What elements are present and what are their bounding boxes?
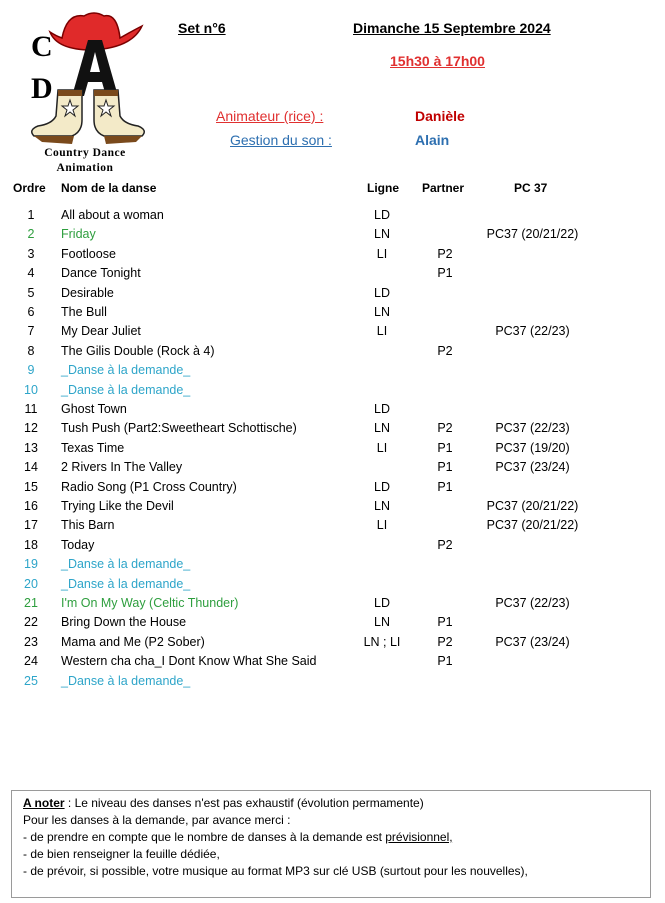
row-ligne: LI [376,246,388,261]
row-number: 23 [24,634,38,649]
table-row [0,383,665,402]
table-row [0,227,665,246]
row-ligne: LN [374,615,390,630]
row-pc37: PC37 (22/23) [495,324,570,339]
row-number: 5 [27,285,35,300]
table-row [0,538,665,557]
row-ligne: LI [376,518,388,533]
dance-name: All about a woman [61,208,164,222]
row-ligne: LD [374,285,390,300]
dance-name: Desirable [61,285,114,300]
row-partner: P1 [437,615,453,630]
dance-name: 2 Rivers In The Valley [61,460,183,475]
note-line-4: - de bien renseigner la feuille dédiée, [23,847,220,861]
table-row [0,247,665,266]
dance-name: The Bull [61,305,107,319]
row-pc37: PC37 (20/21/22) [486,518,579,533]
note-line3-underlined: prévisionnel, [385,830,453,844]
row-number: 15 [24,479,38,494]
row-partner: P2 [437,246,453,261]
col-ordre: Ordre [13,181,46,195]
col-nom: Nom de la danse [61,181,157,195]
row-number: 2 [27,227,35,242]
dance-name: Friday [61,227,96,242]
table-row [0,402,665,421]
row-number: 13 [24,440,38,455]
dance-name: _Danse à la demande_ [61,576,191,591]
dance-name: Trying Like the Devil [61,499,174,513]
table-row [0,615,665,634]
row-ligne: LI [376,440,388,455]
row-ligne: LD [374,596,390,610]
dance-name: _Danse à la demande_ [61,363,191,378]
row-number: 19 [24,557,38,572]
row-pc37: PC37 (19/20) [495,440,570,455]
animateur-label: Animateur (rice) : [216,108,324,124]
dance-name: I'm On My Way (Celtic Thunder) [61,596,239,610]
table-row [0,441,665,460]
table-row [0,635,665,654]
dance-name: The Gilis Double (Rock à 4) [61,343,215,358]
row-pc37: PC37 (23/24) [495,634,570,649]
row-number: 7 [27,324,35,339]
row-pc37: PC37 (20/21/22) [486,499,579,513]
table-row [0,557,665,576]
row-partner: P2 [437,634,453,649]
dance-name: Ghost Town [61,402,127,416]
table-row [0,596,665,615]
set-label: Set n°6 [178,20,226,36]
logo [22,8,152,178]
dance-name: _Danse à la demande_ [61,382,191,397]
row-ligne: LN ; LI [363,634,401,649]
row-partner: P2 [437,343,453,358]
row-number: 17 [24,518,38,533]
table-row [0,208,665,227]
col-pc: PC 37 [514,181,548,195]
dance-name: Today [61,537,95,552]
table-row [0,363,665,382]
dance-name: Radio Song (P1 Cross Country) [61,479,237,494]
col-partner: Partner [422,181,465,195]
row-ligne: LN [374,421,390,436]
row-number: 25 [24,673,38,688]
son-value: Alain [415,132,450,148]
row-ligne: LD [374,479,390,494]
row-ligne: LD [374,208,390,222]
row-number: 24 [24,654,38,669]
table-row [0,324,665,343]
logo-line2: Animation [56,162,114,174]
row-number: 3 [27,246,35,261]
table-row [0,266,665,285]
col-ligne: Ligne [367,181,399,195]
row-pc37: PC37 (22/23) [495,421,570,436]
note-label: A noter [23,796,65,810]
dance-name: Western cha cha_I Dont Know What She Said [61,654,317,669]
row-partner: P1 [437,654,453,669]
dance-name: My Dear Juliet [61,324,141,339]
event-date: Dimanche 15 Septembre 2024 [353,20,551,36]
event-time: 15h30 à 17h00 [390,53,485,69]
dance-name: Mama and Me (P2 Sober) [61,634,205,649]
logo-letter-d: D [31,72,53,105]
dance-name: Tush Push (Part2:Sweetheart Schottische) [61,421,297,436]
note-line-1 [23,796,424,810]
row-partner: P1 [437,479,453,494]
row-number: 20 [24,576,38,591]
dance-name: _Danse à la demande_ [61,673,191,688]
table-row [0,344,665,363]
table-row [0,518,665,537]
table-row [0,421,665,440]
row-number: 16 [24,499,38,513]
row-number: 10 [24,382,38,397]
row-number: 18 [24,537,38,552]
dance-name: Bring Down the House [61,615,187,630]
row-number: 12 [24,421,38,436]
note-line-3 [23,830,453,844]
row-ligne: LN [374,305,390,319]
table-row [0,674,665,693]
animateur-value: Danièle [415,108,465,124]
row-partner: P2 [437,421,453,436]
table-row [0,480,665,499]
row-ligne: LN [374,227,390,242]
dance-name: This Barn [61,518,115,533]
row-number: 11 [24,402,38,416]
note-line3-text: - de prendre en compte que le nombre de danses à la demande est [23,830,386,844]
dance-name: Footloose [61,246,116,261]
dance-name: Texas Time [61,440,125,455]
row-number: 6 [27,305,35,319]
logo-letter-c: C [31,30,53,63]
table-row [0,286,665,305]
son-label: Gestion du son : [230,132,332,148]
logo-text [22,146,148,176]
row-number: 22 [24,615,38,630]
row-pc37: PC37 (20/21/22) [486,227,579,242]
row-ligne: LD [374,402,390,416]
row-partner: P1 [437,460,453,475]
row-partner: P1 [437,440,453,455]
dance-name: _Danse à la demande_ [61,557,191,572]
row-number: 21 [24,596,38,610]
table-row [0,460,665,479]
note-line-5: - de prévoir, si possible, votre musique au format MP3 sur clé USB (surtout pour les nouvelles), [23,864,528,878]
row-pc37: PC37 (22/23) [495,596,570,610]
row-ligne: LI [376,324,388,339]
row-number: 1 [27,208,35,222]
table-row [0,305,665,324]
row-partner: P2 [437,537,453,552]
row-pc37: PC37 (23/24) [495,460,570,475]
row-partner: P1 [437,266,453,281]
row-number: 9 [27,363,35,378]
table-row [0,654,665,673]
note-line-2: Pour les danses à la demande, par avance merci : [23,813,291,827]
row-number: 14 [24,460,38,475]
table-row [0,499,665,518]
note-line1-text: : Le niveau des danses n'est pas exhaustif (évolution permamente) [64,796,424,810]
logo-line1: Country Dance [44,147,126,159]
dance-name: Dance Tonight [61,266,141,281]
row-number: 4 [27,266,35,281]
row-ligne: LN [374,499,390,513]
table-header [0,181,665,199]
row-number: 8 [27,343,35,358]
table-row [0,577,665,596]
